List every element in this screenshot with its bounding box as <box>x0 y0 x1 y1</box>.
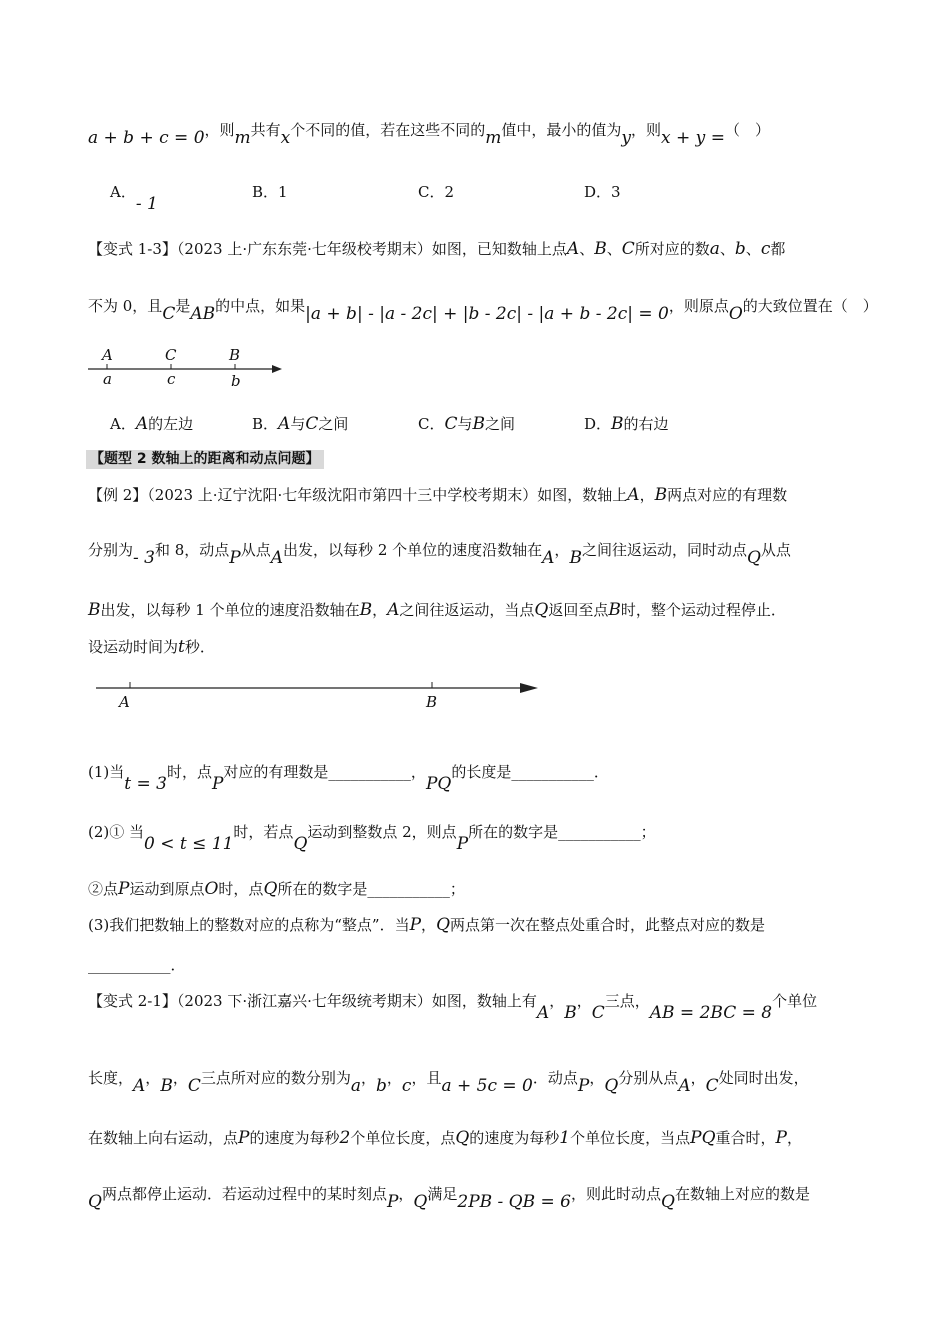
var-Q: Q <box>604 1076 619 1096</box>
var: C <box>444 414 458 434</box>
part-2-1 <box>88 822 656 854</box>
fig-label-c: c <box>167 370 176 388</box>
text: 运动到整数点 2，则点 <box>307 823 457 841</box>
variant-2-1-line-4 <box>88 1184 810 1212</box>
var-A: A <box>387 600 400 620</box>
text: 所对应的数 <box>634 240 710 258</box>
text: ，则原点 <box>668 297 729 315</box>
text: 处同时出发， <box>718 1069 809 1087</box>
var-A: A <box>678 1076 691 1096</box>
option-label: C． <box>418 415 445 433</box>
variant-2-1-line-2 <box>88 1068 809 1096</box>
text: 两点对应的有理数 <box>667 486 788 504</box>
var-C: C <box>621 239 635 259</box>
option-label: D．3 <box>584 183 621 201</box>
variant-1-3-line-2 <box>88 296 878 324</box>
option-label: C．2 <box>418 183 455 201</box>
text: 运动到原点 <box>129 880 205 898</box>
axis-arrow <box>272 365 282 373</box>
v13-option-d <box>584 413 669 434</box>
sep: ， <box>361 1069 377 1087</box>
text: 之间往返运动，同时动点 <box>581 541 747 559</box>
fig-label-b: b <box>231 372 241 390</box>
text: 值中，最小的值为 <box>501 121 622 139</box>
text-blank: 对应的有理数是___________， <box>223 763 426 781</box>
var-Q: Q <box>263 879 278 899</box>
value-2: 2 <box>339 1128 351 1148</box>
text: 分别从点 <box>618 1069 679 1087</box>
text: 【例 2】（2023 上·辽宁沈阳·七年级沈阳市第四十三中学校考期末）如图，数轴上 <box>88 486 628 504</box>
text: 秒． <box>184 638 215 656</box>
var-m: m <box>234 128 251 148</box>
text: 时，点 <box>166 763 212 781</box>
var-Q: Q <box>436 915 450 935</box>
text-blank: 所在的数字是___________； <box>468 823 656 841</box>
text: 不为 0，且 <box>88 297 163 315</box>
var: A <box>278 414 291 434</box>
text-blank: 所在的数字是___________； <box>277 880 465 898</box>
var-a: a <box>709 239 720 259</box>
text: 三点， <box>604 992 650 1010</box>
sep: 、 <box>579 240 595 258</box>
sep: 、 <box>606 240 622 258</box>
text-blank: 的长度是___________． <box>451 763 609 781</box>
var-B: B <box>564 1003 577 1023</box>
sep: ， <box>554 541 570 559</box>
sep: ， <box>549 992 565 1010</box>
var: B <box>611 414 624 434</box>
abs-equation: |a + b| - |a - 2c| + |b - 2c| - |a + b - 2c| = 0 <box>305 304 669 324</box>
text: 是 <box>175 297 191 315</box>
var: C <box>305 414 319 434</box>
var-B: B <box>88 600 101 620</box>
var-Q: Q <box>661 1192 675 1212</box>
var-O: O <box>728 304 743 324</box>
number-line-figure-2 <box>96 682 538 693</box>
option-text: 的左边 <box>148 415 194 433</box>
answer-paren: （ ） <box>724 121 770 139</box>
option-text: 与 <box>290 415 306 433</box>
var-B: B <box>359 600 373 620</box>
var-Q: Q <box>455 1128 470 1148</box>
text: 个单位长度，点 <box>350 1129 456 1147</box>
axis-arrow <box>520 683 538 693</box>
option-label: D． <box>584 415 612 433</box>
part-3 <box>88 915 765 935</box>
part-3-blank <box>88 956 186 974</box>
option-text: 之间 <box>318 415 349 433</box>
var-b: b <box>734 239 746 259</box>
option-label: B．1 <box>252 183 288 201</box>
fig-label-C: C <box>165 346 177 364</box>
var-B: B <box>594 239 607 259</box>
var-B: B <box>569 548 582 568</box>
example-2-line-1 <box>88 485 787 505</box>
answer-paren: 的大致位置在（ ） <box>742 297 878 315</box>
var-PQ: PQ <box>690 1128 716 1148</box>
question-line-1 <box>88 120 770 148</box>
var-P: P <box>118 879 130 899</box>
text: 长度， <box>88 1069 134 1087</box>
sep: ， <box>145 1069 161 1087</box>
text: ，则此时动点 <box>570 1185 661 1203</box>
section-header: 【题型 2 数轴上的距离和动点问题】 <box>86 450 324 469</box>
option-label: B． <box>252 415 279 433</box>
fig-label-B: B <box>229 346 241 364</box>
text: 设运动时间为 <box>88 638 179 656</box>
text: 【变式 2-1】（2023 下·浙江嘉兴·七年级统考期末）如图，数轴上有 <box>88 992 537 1010</box>
text: 个单位 <box>772 992 818 1010</box>
sep: 、 <box>719 240 735 258</box>
var-c: c <box>760 239 771 259</box>
option-d <box>584 181 621 202</box>
text: 两点第一次在整点处重合时，此整点对应的数是 <box>450 916 766 934</box>
number-line-figure-1 <box>88 364 282 373</box>
var-P: P <box>386 1192 399 1212</box>
option-label: A． <box>110 183 136 201</box>
sep: ， <box>589 1069 605 1087</box>
var: B <box>472 414 486 434</box>
sep: 、 <box>745 240 761 258</box>
text: 的速度为每秒 <box>249 1129 340 1147</box>
option-text: 的右边 <box>623 415 669 433</box>
sep: ， <box>421 916 437 934</box>
text: (2)① 当 <box>88 823 145 841</box>
var-O: O <box>204 879 219 899</box>
var-A: A <box>542 548 555 568</box>
var-A: A <box>536 1003 550 1023</box>
var-P: P <box>775 1128 787 1148</box>
sep: ， <box>690 1069 706 1087</box>
variant-2-1-line-1 <box>88 991 818 1023</box>
equation-ab-bc: AB = 2BC = 8 <box>649 1003 773 1023</box>
text: 在数轴上向右运动，点 <box>88 1129 239 1147</box>
fig-label-B: B <box>426 693 438 711</box>
text: 共有 <box>250 121 281 139</box>
text: ．动点 <box>532 1069 578 1087</box>
var-m: m <box>485 128 502 148</box>
var-Q: Q <box>88 1192 102 1212</box>
sep: ， <box>576 992 592 1010</box>
sep: ， <box>639 486 655 504</box>
var-x: x <box>280 128 291 148</box>
v13-option-a <box>110 413 193 434</box>
option-label: A． <box>110 415 136 433</box>
text: 重合时， <box>715 1129 776 1147</box>
var-A: A <box>566 239 580 259</box>
var-AB: AB <box>190 304 216 324</box>
text: 的速度为每秒 <box>469 1129 560 1147</box>
option-text: 与 <box>457 415 473 433</box>
var-P: P <box>229 548 241 568</box>
option-c <box>418 181 454 202</box>
text: 之间往返运动，当点 <box>399 601 535 619</box>
example-2-line-2 <box>88 540 791 568</box>
sep: ， <box>172 1069 188 1087</box>
fig-label-A: A <box>102 346 113 364</box>
v13-option-c <box>418 413 515 434</box>
var-b: b <box>376 1076 387 1096</box>
text: 和 8，动点 <box>154 541 230 559</box>
var-P: P <box>238 1128 250 1148</box>
equation-a5c: a + 5c = 0 <box>441 1076 533 1096</box>
var-C: C <box>591 1003 605 1023</box>
text: 在数轴上对应的数是 <box>674 1185 810 1203</box>
var-Q: Q <box>293 834 308 854</box>
equation-abc: a + b + c = 0 <box>88 128 205 148</box>
text: ，则 <box>204 121 235 139</box>
option-value: - 1 <box>135 194 158 214</box>
var-P: P <box>456 834 469 854</box>
var-C: C <box>162 304 176 324</box>
text: 三点所对应的数分别为 <box>200 1069 351 1087</box>
var-c: c <box>401 1076 412 1096</box>
variant-1-3-line-1 <box>88 239 785 259</box>
var-Q: Q <box>746 548 761 568</box>
sep: ， <box>372 601 388 619</box>
v13-option-b <box>252 413 348 434</box>
text: 的中点，如果 <box>215 297 306 315</box>
text: 时，若点 <box>233 823 294 841</box>
var-B: B <box>654 485 668 505</box>
sep: ， <box>786 1129 802 1147</box>
var-Q: Q <box>534 600 549 620</box>
text: 分别为 <box>88 541 134 559</box>
example-2-line-4 <box>88 637 215 657</box>
condition-range: 0 < t ≤ 11 <box>144 834 234 854</box>
var-A: A <box>270 548 284 568</box>
text: 从点 <box>240 541 271 559</box>
value-1: 1 <box>559 1128 571 1148</box>
text: ②点 <box>88 880 119 898</box>
var: A <box>135 414 149 434</box>
var-Q: Q <box>413 1192 428 1212</box>
equation-2pb-qb: 2PB - QB = 6 <box>457 1192 571 1212</box>
text: 从点 <box>760 541 791 559</box>
var-A: A <box>627 485 640 505</box>
part-2-2 <box>88 879 465 899</box>
var-P: P <box>577 1076 590 1096</box>
var-y: y <box>621 128 632 148</box>
text: 【变式 1-3】（2023 上·广东东莞·七年级校考期末）如图，已知数轴上点 <box>88 240 567 258</box>
variant-2-1-line-3 <box>88 1128 802 1148</box>
example-2-line-3 <box>88 600 786 620</box>
text: (1)当 <box>88 763 125 781</box>
text-blank: ___________． <box>88 956 186 974</box>
text: (3)我们把数轴上的整数对应的点称为“整点”．当 <box>88 916 410 934</box>
sep: ， <box>386 1069 402 1087</box>
var-A: A <box>133 1076 146 1096</box>
sep: ， <box>398 1185 414 1203</box>
text: 两点都停止运动．若运动过程中的某时刻点 <box>101 1185 387 1203</box>
fig-label-A: A <box>119 693 130 711</box>
var-PQ: PQ <box>425 774 452 794</box>
text: ，且 <box>411 1069 442 1087</box>
option-a <box>110 181 158 214</box>
text: 个单位长度，当点 <box>570 1129 691 1147</box>
text: ，则 <box>631 121 662 139</box>
text: 时，整个运动过程停止． <box>620 601 786 619</box>
value-neg3: - 3 <box>133 548 155 568</box>
var-B: B <box>160 1076 173 1096</box>
var-t: t <box>178 637 185 657</box>
text: 返回至点 <box>548 601 609 619</box>
var-B: B <box>608 600 621 620</box>
part-1 <box>88 762 609 794</box>
text: 出发，以每秒 2 个单位的速度沿数轴在 <box>283 541 543 559</box>
var-P: P <box>409 915 422 935</box>
option-b <box>252 181 288 202</box>
option-text: 之间 <box>485 415 516 433</box>
var-C: C <box>187 1076 201 1096</box>
var-a: a <box>350 1076 361 1096</box>
equation-xy: x + y = <box>661 128 725 148</box>
fig-label-a: a <box>103 370 112 388</box>
text: 满足 <box>427 1185 458 1203</box>
text: 时，点 <box>218 880 264 898</box>
text: 个不同的值，若在这些不同的 <box>290 121 486 139</box>
text: 都 <box>770 240 786 258</box>
condition-t3: t = 3 <box>124 774 167 794</box>
text: 出发，以每秒 1 个单位的速度沿数轴在 <box>100 601 360 619</box>
var-C: C <box>705 1076 719 1096</box>
var-P: P <box>211 774 224 794</box>
